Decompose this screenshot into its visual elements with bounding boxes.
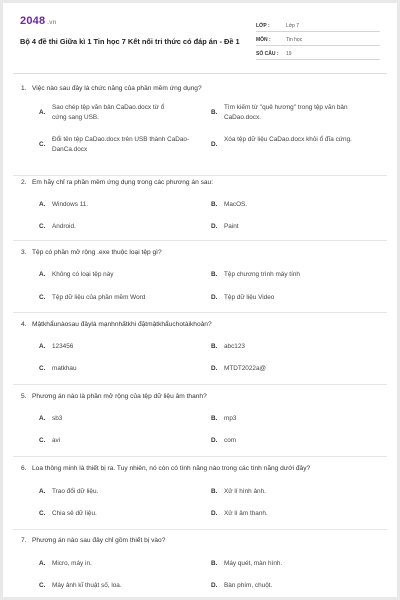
option-a[interactable] bbox=[39, 487, 176, 497]
question-1 bbox=[13, 85, 387, 167]
option-d[interactable] bbox=[211, 135, 374, 150]
option-text: MacOS. bbox=[224, 201, 248, 208]
option-letter: C. bbox=[39, 365, 46, 372]
option-b[interactable] bbox=[211, 200, 348, 210]
question-number: 3. bbox=[21, 249, 27, 256]
option-letter: B. bbox=[211, 560, 218, 567]
question-5 bbox=[13, 393, 387, 453]
question-stem bbox=[13, 179, 387, 186]
question-stem bbox=[13, 321, 387, 328]
option-text: sb3 bbox=[52, 415, 63, 422]
option-text: Tệp dữ liệu của phần mềm Word bbox=[52, 294, 146, 301]
logo-suffix: .vn bbox=[47, 20, 57, 26]
option-letter: B. bbox=[211, 109, 218, 116]
option-letter: A. bbox=[39, 415, 46, 422]
option-text: Windows 11. bbox=[52, 201, 89, 208]
option-letter: C. bbox=[39, 437, 46, 444]
question-number: 1. bbox=[21, 85, 27, 92]
question-stem bbox=[13, 465, 387, 472]
option-b[interactable] bbox=[211, 487, 348, 497]
question-stem bbox=[13, 249, 387, 256]
option-c[interactable] bbox=[39, 364, 176, 374]
option-b[interactable] bbox=[211, 414, 348, 424]
exam-meta bbox=[256, 20, 380, 62]
option-letter: D. bbox=[211, 141, 218, 148]
option-text: abc123 bbox=[224, 343, 245, 350]
document-title: Bộ 4 đề thi Giữa kì 1 Tin học 7 Kết nối tri thức có đáp án - Đề 1 bbox=[20, 37, 240, 46]
question-divider bbox=[13, 175, 387, 176]
question-3 bbox=[13, 249, 387, 309]
option-letter: A. bbox=[39, 271, 46, 278]
option-text: Micro, máy in. bbox=[52, 560, 92, 567]
option-c[interactable] bbox=[39, 509, 176, 519]
option-letter: D. bbox=[211, 437, 218, 444]
option-text: Không có loại tệp này bbox=[52, 271, 114, 278]
option-letter: D. bbox=[211, 294, 218, 301]
option-letter: B. bbox=[211, 201, 218, 208]
option-text: 123456 bbox=[52, 343, 74, 350]
option-letter: B. bbox=[211, 415, 218, 422]
meta-value: Lớp 7 bbox=[286, 22, 300, 29]
option-letter: C. bbox=[39, 294, 46, 301]
question-divider bbox=[13, 529, 387, 530]
meta-label: LỚP : bbox=[256, 22, 270, 29]
option-letter: B. bbox=[211, 488, 218, 495]
question-4 bbox=[13, 321, 387, 381]
option-letter: C. bbox=[39, 582, 46, 589]
option-c[interactable] bbox=[39, 222, 176, 232]
option-d[interactable] bbox=[211, 581, 348, 591]
question-text: Em hãy chỉ ra phần mềm ứng dụng trong các phương án sau: bbox=[32, 179, 214, 186]
meta-value: Tin học bbox=[286, 36, 303, 43]
option-text: Sao chép tệp văn bản CaDao.docx từ ổ cứng sang USB. bbox=[52, 104, 165, 121]
meta-label: MÔN : bbox=[256, 36, 271, 43]
option-letter: A. bbox=[39, 560, 46, 567]
option-text: Xử lí âm thanh. bbox=[224, 510, 268, 517]
option-text: Trao đổi dữ liệu. bbox=[52, 488, 99, 495]
question-number: 7. bbox=[21, 537, 27, 544]
option-b[interactable] bbox=[211, 270, 348, 280]
option-text: avi bbox=[52, 437, 61, 444]
option-d[interactable] bbox=[211, 222, 348, 232]
option-a[interactable] bbox=[39, 270, 176, 280]
option-letter: D. bbox=[211, 365, 218, 372]
meta-value: 19 bbox=[286, 50, 292, 57]
option-text: Tìm kiếm từ "quê hương" trong tệp văn bản CaDao.docx. bbox=[224, 104, 348, 121]
option-text: Xóa tệp dữ liệu CaDao.docx khỏi ổ đĩa cứng. bbox=[224, 136, 352, 143]
option-text: Bàn phím, chuột. bbox=[224, 582, 273, 589]
question-number: 4. bbox=[21, 321, 27, 328]
option-c[interactable] bbox=[39, 436, 176, 446]
option-text: Máy quét, màn hình. bbox=[224, 560, 283, 567]
question-stem bbox=[13, 537, 387, 544]
logo-text: 2048 bbox=[20, 15, 46, 27]
question-divider bbox=[13, 240, 387, 241]
option-text: mp3 bbox=[224, 415, 237, 422]
option-text: Xử lí hình ảnh. bbox=[224, 488, 266, 495]
question-text: Việc nào sau đây là chức năng của phần mềm ứng dụng? bbox=[32, 85, 202, 92]
question-2 bbox=[13, 179, 387, 239]
option-letter: C. bbox=[39, 223, 46, 230]
option-letter: C. bbox=[39, 141, 46, 148]
option-letter: D. bbox=[211, 510, 218, 517]
option-text: Android. bbox=[52, 223, 76, 230]
option-a[interactable] bbox=[39, 200, 176, 210]
option-text: Chia sẻ dữ liệu. bbox=[52, 510, 97, 517]
question-text: Phương án nào sau đây chỉ gồm thiết bị vào? bbox=[32, 537, 166, 544]
option-letter: A. bbox=[39, 343, 46, 350]
option-text: Tệp dữ liệu Video bbox=[224, 294, 275, 301]
option-b[interactable] bbox=[211, 103, 384, 123]
question-text: Phương án nào là phần mở rộng của tệp dữ liệu âm thanh? bbox=[32, 393, 207, 400]
option-d[interactable] bbox=[211, 293, 348, 303]
question-text: Mậtkhẩunàosau đâylà mạnhnhấtkhi đặtmậtkhẩuchotàikhoản? bbox=[32, 321, 212, 328]
worksheet-page bbox=[3, 3, 397, 597]
option-a[interactable] bbox=[39, 414, 176, 424]
option-letter: D. bbox=[211, 223, 218, 230]
option-c[interactable] bbox=[39, 293, 176, 303]
question-number: 5. bbox=[21, 393, 27, 400]
option-text: Máy ảnh kĩ thuật số, loa. bbox=[52, 582, 122, 589]
option-a[interactable] bbox=[39, 103, 176, 123]
question-stem bbox=[13, 85, 387, 92]
question-number: 6. bbox=[21, 465, 27, 472]
option-a[interactable] bbox=[39, 559, 176, 569]
option-d[interactable] bbox=[211, 364, 348, 374]
question-divider bbox=[13, 456, 387, 457]
page-header bbox=[20, 15, 380, 67]
option-letter: A. bbox=[39, 201, 46, 208]
option-letter: B. bbox=[211, 343, 218, 350]
option-b[interactable] bbox=[211, 559, 348, 569]
option-letter: A. bbox=[39, 109, 46, 116]
option-letter: B. bbox=[211, 271, 218, 278]
question-text: Loa thông minh là thiết bị ra. Tuy nhiên, nó còn có tính năng nào trong các tính năng dưới đây? bbox=[32, 465, 311, 472]
question-divider bbox=[13, 312, 387, 313]
option-d[interactable] bbox=[211, 436, 348, 446]
option-text: Paint bbox=[224, 223, 239, 230]
meta-row-count bbox=[256, 48, 380, 60]
option-text: com bbox=[224, 437, 237, 444]
option-letter: D. bbox=[211, 582, 218, 589]
option-a[interactable] bbox=[39, 342, 176, 352]
option-c[interactable] bbox=[39, 135, 192, 155]
option-text: matkhau bbox=[52, 365, 77, 372]
option-c[interactable] bbox=[39, 581, 176, 591]
meta-row-subject bbox=[256, 34, 380, 46]
question-divider bbox=[13, 384, 387, 385]
option-text: MTDT2022a@ bbox=[224, 365, 267, 372]
question-stem bbox=[13, 393, 387, 400]
meta-label: SỐ CÂU : bbox=[256, 50, 279, 57]
option-text: Đổi tên tệp CaDao.docx trên USB thành CaDao-DanCa.docx bbox=[52, 136, 190, 153]
option-letter: A. bbox=[39, 488, 46, 495]
option-b[interactable] bbox=[211, 342, 348, 352]
question-7 bbox=[13, 537, 387, 597]
meta-row-class bbox=[256, 20, 380, 32]
question-number: 2. bbox=[21, 179, 27, 186]
option-text: Tệp chương trình máy tính bbox=[224, 271, 300, 278]
header-divider bbox=[13, 73, 387, 74]
option-letter: C. bbox=[39, 510, 46, 517]
option-d[interactable] bbox=[211, 509, 348, 519]
question-text: Tệp có phần mở rộng .exe thuộc loại tệp gì? bbox=[32, 249, 162, 256]
question-6 bbox=[13, 465, 387, 525]
